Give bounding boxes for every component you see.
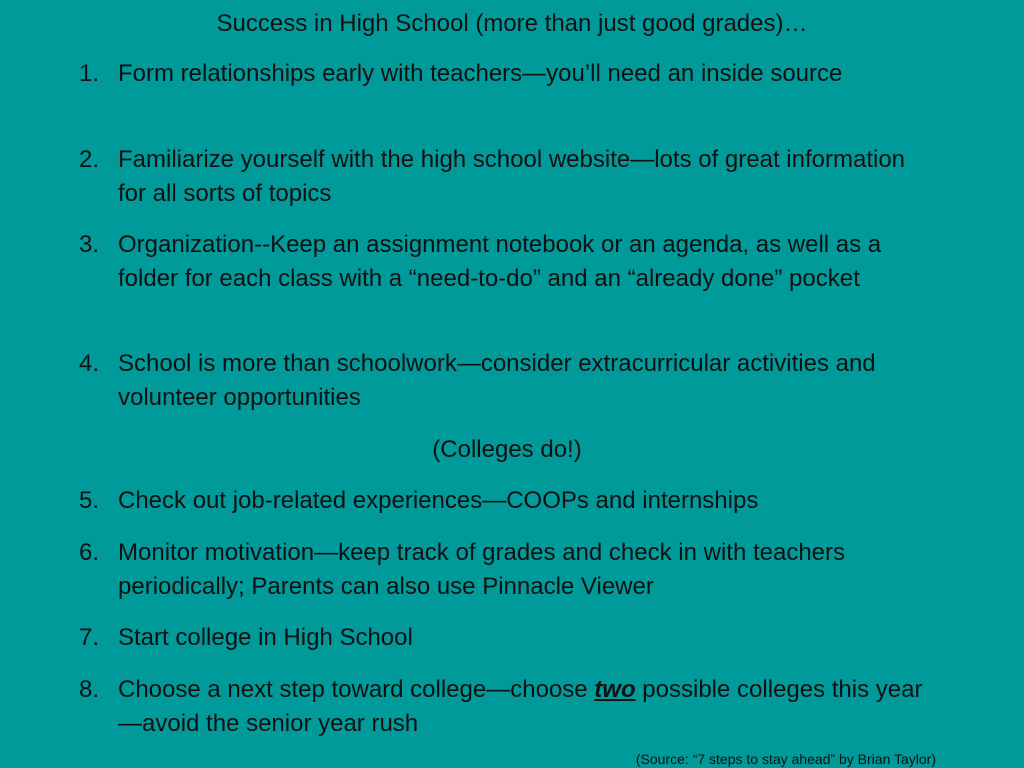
item-number: 7. [79,624,100,651]
item-text: Start college in High School [118,624,413,651]
list-item [79,621,929,655]
item-text [118,673,929,741]
item-number: 2. [79,146,100,173]
item-number: 4. [79,350,100,377]
item-text-after: possible colleges this year—avoid the senior year rush [118,676,923,737]
list-item [79,673,929,741]
item-text: Check out job-related experiences—COOPs and internships [118,487,759,514]
item-number: 6. [79,539,100,566]
list-item [79,484,929,518]
list-item [79,228,929,296]
colleges-do-note: (Colleges do!) [432,436,582,463]
item-number: 8. [79,676,100,703]
list-item [79,347,929,415]
item-text: Monitor motivation—keep track of grades and check in with teachers periodically; Parents can also use Pinnacle Viewer [118,539,846,600]
item-number: 3. [79,231,100,258]
item-text: Organization--Keep an assignment notebook or an agenda, as well as a folder for each class with a “need-to-do” and an “already done” pocket [118,231,882,292]
list-item [79,57,929,91]
item-text-before: Choose a next step toward college—choose [118,676,595,703]
source-citation: (Source: “7 steps to stay ahead” by Brian Taylor) [635,751,936,767]
item-text: School is more than schoolwork—consider extracurricular activities and volunteer opportunities [118,350,876,411]
slide-title: Success in High School (more than just good grades)… [216,10,808,37]
item-number: 1. [79,60,100,87]
list-item [79,143,929,211]
list-item [79,536,929,604]
emphasis-two: two [594,676,636,703]
item-number: 5. [79,487,100,514]
item-text: Form relationships early with teachers—you’ll need an inside source [118,60,843,87]
item-text: Familiarize yourself with the high school website—lots of great information for all sorts of topics [118,146,906,207]
